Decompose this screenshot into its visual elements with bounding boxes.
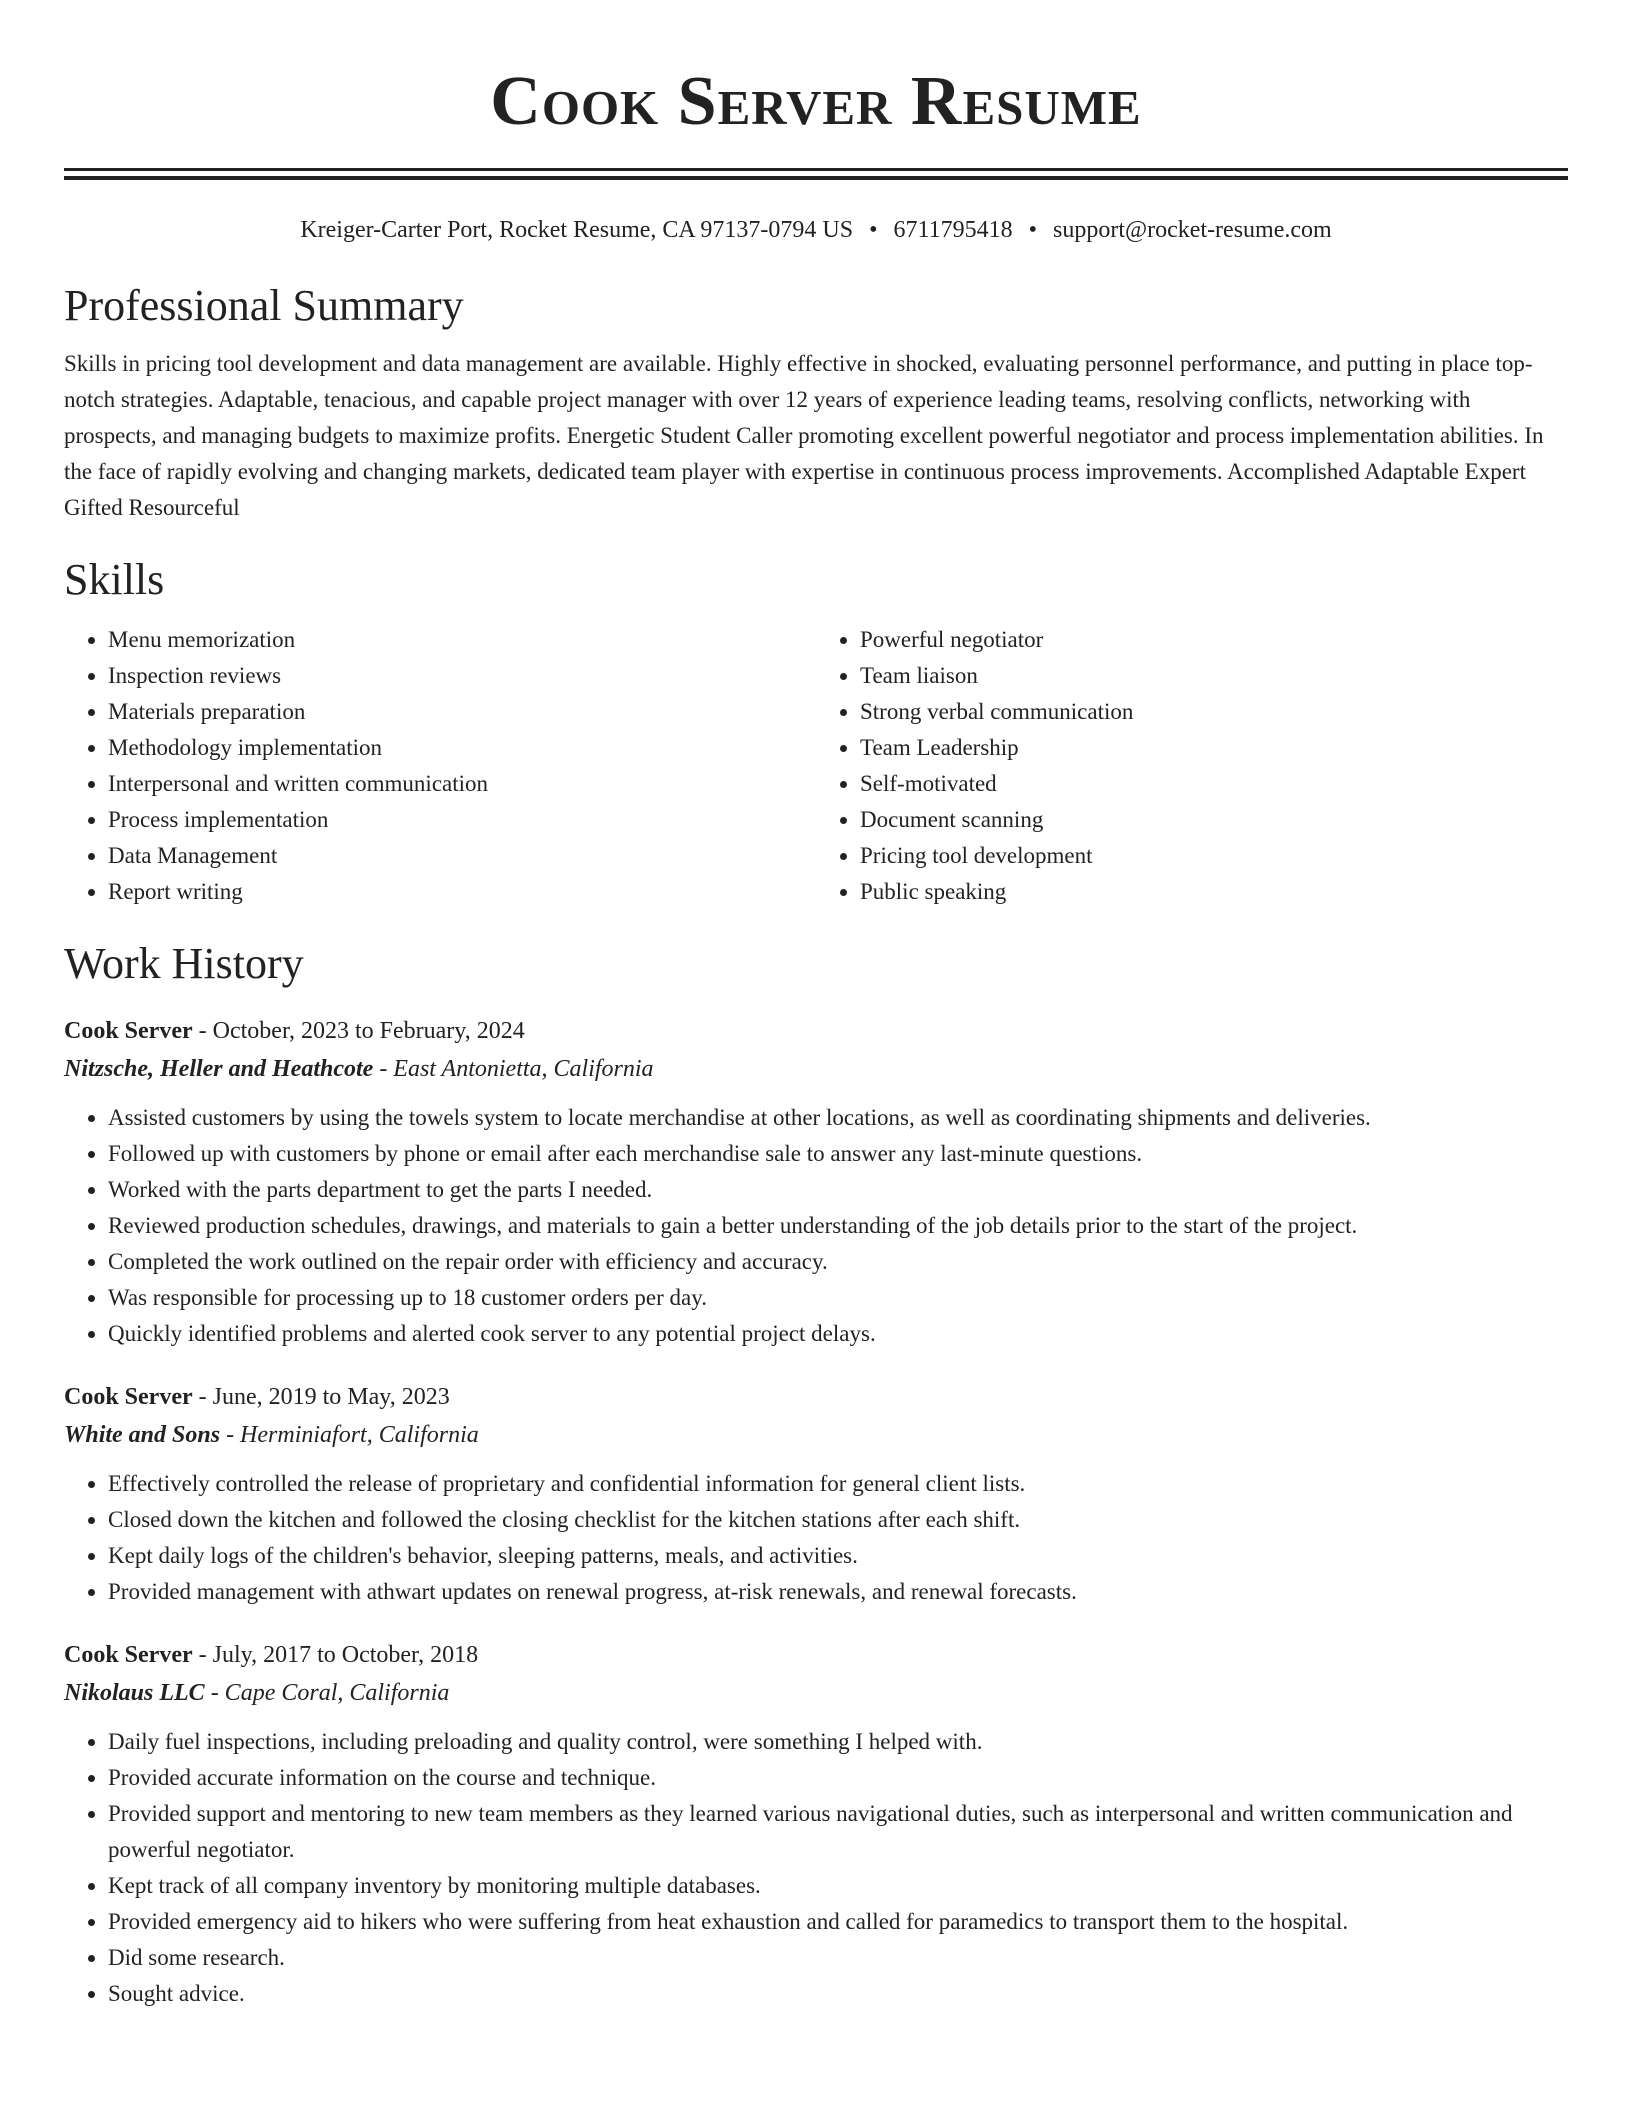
skill-item: • Strong verbal communication: [860, 694, 1568, 730]
duty-item: • Provided support and mentoring to new team members as they learned various navigational duties, such as interpersonal and written communication and powerful negotiator.: [108, 1796, 1568, 1868]
skill-item: • Team Leadership: [860, 730, 1568, 766]
duty-item: • Closed down the kitchen and followed the closing checklist for the kitchen stations after each shift.: [108, 1502, 1568, 1538]
job-dates: - June, 2019 to May, 2023: [192, 1384, 450, 1410]
skill-item: • Pricing tool development: [860, 838, 1568, 874]
work-history-heading: Work History: [64, 939, 304, 988]
duty-item: • Assisted customers by using the towels system to locate merchandise at other locations, as well as coordinating shipments and deliveries.: [108, 1100, 1568, 1136]
skills-heading: Skills: [64, 555, 165, 604]
duty-item: • Kept daily logs of the children's behavior, sleeping patterns, meals, and activities.: [108, 1538, 1568, 1574]
skill-item: • Inspection reviews: [108, 658, 816, 694]
skills-grid: [64, 622, 1568, 910]
duty-item: • Did some research.: [108, 1940, 1568, 1976]
summary-heading: Professional Summary: [64, 281, 464, 330]
contact-separator: •: [869, 217, 878, 243]
job-title-line: [64, 1378, 1568, 1416]
job-duties-list: [64, 1466, 1568, 1610]
company-name: Nikolaus LLC: [64, 1680, 205, 1706]
title-divider: [64, 168, 1568, 180]
company-name: Nitzsche, Heller and Heathcote: [64, 1056, 374, 1082]
company-name: White and Sons: [64, 1422, 221, 1448]
company-line: [64, 1050, 1568, 1088]
company-line: [64, 1416, 1568, 1454]
duty-item: • Was responsible for processing up to 18 customer orders per day.: [108, 1280, 1568, 1316]
skill-item: • Data Management: [108, 838, 816, 874]
contact-phone: 6711795418: [893, 217, 1013, 243]
job-title: Cook Server: [64, 1018, 193, 1044]
skills-list-right: [816, 622, 1568, 910]
job-title: Cook Server: [64, 1384, 193, 1410]
contact-address: Kreiger-Carter Port, Rocket Resume, CA 97137-0794 US: [300, 217, 854, 243]
duty-item: • Effectively controlled the release of proprietary and confidential information for general client lists.: [108, 1466, 1568, 1502]
skill-item: • Interpersonal and written communication: [108, 766, 816, 802]
duty-item: • Reviewed production schedules, drawings, and materials to gain a better understanding of the job details prior to the start of the project.: [108, 1208, 1568, 1244]
contact-email: support@rocket-resume.com: [1053, 217, 1332, 243]
skill-item: • Team liaison: [860, 658, 1568, 694]
duty-item: • Kept track of all company inventory by monitoring multiple databases.: [108, 1868, 1568, 1904]
duty-item: • Provided management with athwart updates on renewal progress, at-risk renewals, and renewal forecasts.: [108, 1574, 1568, 1610]
company-location: - East Antonietta, California: [373, 1056, 654, 1082]
summary-text: Skills in pricing tool development and data management are available. Highly effective in shocked, evaluating personnel performance, and putting in place top-notch strategies. Adaptable, tenacious, and capable project manager with over 12 years of experience leading teams, resolving conflicts, networking with prospects, and managing budgets to maximize profits. Energetic Student Caller promoting excellent powerful negotiator and process implementation abilities. In the face of rapidly evolving and changing markets, dedicated team player with expertise in continuous process improvements. Accomplished Adaptable Expert Gifted Resourceful: [64, 351, 1544, 520]
contact-separator: •: [1028, 217, 1037, 243]
job-duties-list: [64, 1724, 1568, 2012]
job-duties-list: [64, 1100, 1568, 1352]
resume-title: Cook Server Resume: [490, 63, 1142, 140]
skills-list-left: [64, 622, 816, 910]
duty-item: • Quickly identified problems and alerted cook server to any potential project delays.: [108, 1316, 1568, 1352]
job-dates: - July, 2017 to October, 2018: [192, 1642, 479, 1668]
skill-item: • Powerful negotiator: [860, 622, 1568, 658]
skill-item: • Materials preparation: [108, 694, 816, 730]
job-title: Cook Server: [64, 1642, 193, 1668]
job-title-line: [64, 1636, 1568, 1674]
job-dates: - October, 2023 to February, 2024: [192, 1018, 525, 1044]
duty-item: • Completed the work outlined on the repair order with efficiency and accuracy.: [108, 1244, 1568, 1280]
skill-item: • Self-motivated: [860, 766, 1568, 802]
skill-item: • Methodology implementation: [108, 730, 816, 766]
skill-item: • Menu memorization: [108, 622, 816, 658]
company-location: - Herminiafort, California: [220, 1422, 479, 1448]
duty-item: • Sought advice.: [108, 1976, 1568, 2012]
company-location: - Cape Coral, California: [204, 1680, 450, 1706]
skill-item: • Process implementation: [108, 802, 816, 838]
job-entry: [64, 1636, 1568, 2012]
skill-item: • Report writing: [108, 874, 816, 910]
company-line: [64, 1674, 1568, 1712]
job-title-line: [64, 1012, 1568, 1050]
contact-line: [64, 214, 1568, 246]
skill-item: • Document scanning: [860, 802, 1568, 838]
job-entry: [64, 1012, 1568, 1352]
duty-item: • Provided accurate information on the course and technique.: [108, 1760, 1568, 1796]
job-entry: [64, 1378, 1568, 1610]
duty-item: • Daily fuel inspections, including preloading and quality control, were something I helped with.: [108, 1724, 1568, 1760]
duty-item: • Followed up with customers by phone or email after each merchandise sale to answer any last-minute questions.: [108, 1136, 1568, 1172]
duty-item: • Worked with the parts department to get the parts I needed.: [108, 1172, 1568, 1208]
skill-item: • Public speaking: [860, 874, 1568, 910]
duty-item: • Provided emergency aid to hikers who were suffering from heat exhaustion and called for paramedics to transport them to the hospital.: [108, 1904, 1568, 1940]
